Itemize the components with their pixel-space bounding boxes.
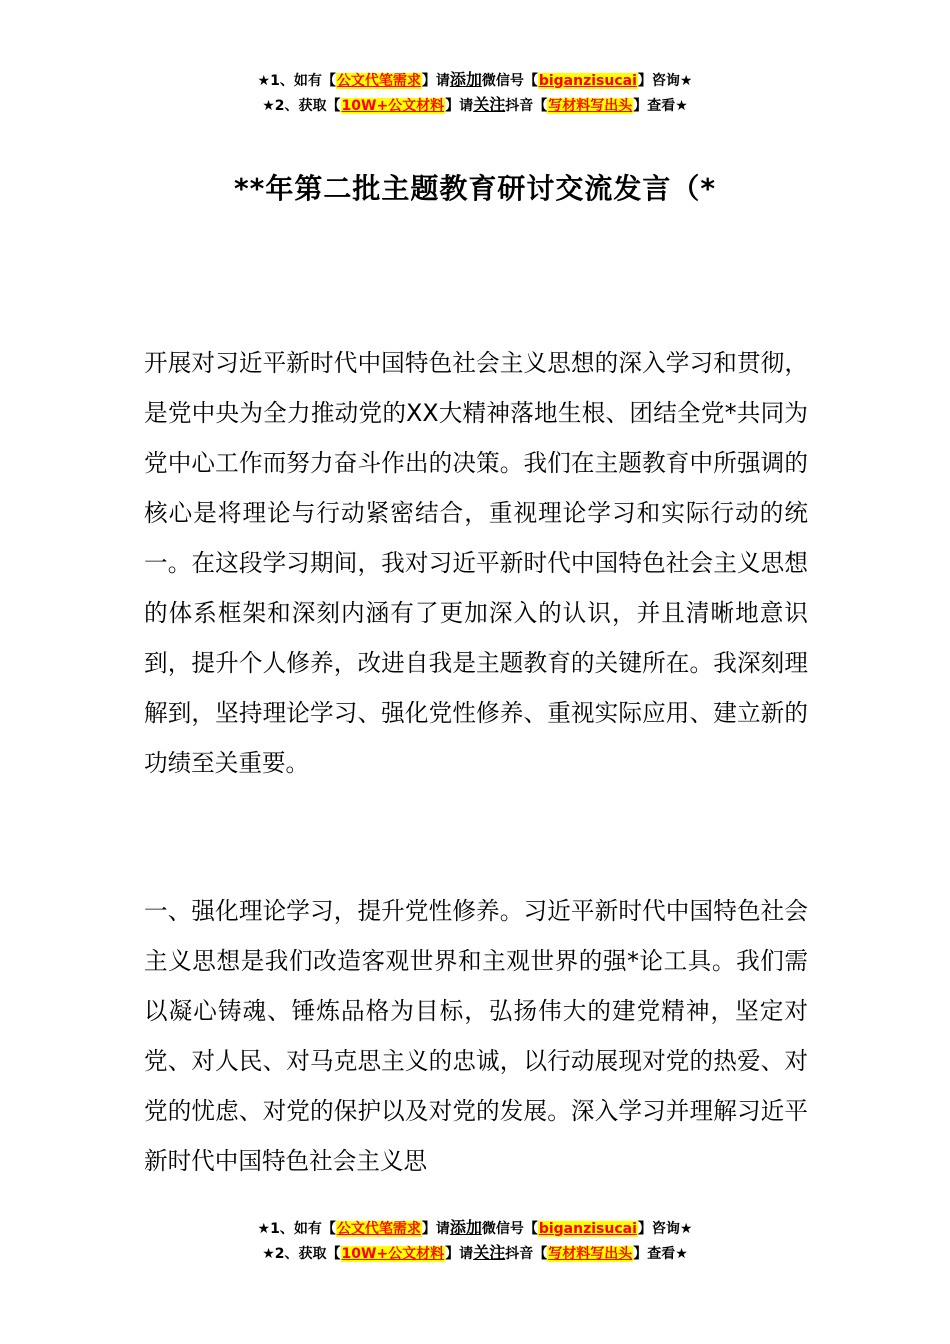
- star-icon: ★: [257, 73, 271, 89]
- promo-highlight: 10W+公文材料: [341, 98, 445, 114]
- document-title: **年第二批主题教育研讨交流发言（*: [234, 171, 716, 205]
- promo-emphasis: 添加: [449, 1218, 482, 1237]
- star-icon: ★: [257, 1221, 271, 1237]
- promo-text: 】请: [445, 98, 474, 114]
- promo-text: 2、获取【: [274, 98, 341, 114]
- star-icon: ★: [675, 98, 688, 114]
- promo-text: 】咨询: [637, 73, 680, 89]
- promo-text: 】咨询: [637, 1221, 680, 1237]
- promo-text: 】查看: [633, 1246, 676, 1262]
- promo-text: 】请: [421, 1221, 450, 1237]
- star-icon: ★: [675, 1246, 688, 1262]
- promo-text: 】请: [445, 1246, 474, 1262]
- promo-highlight: 10W+公文材料: [341, 1246, 445, 1262]
- star-icon: ★: [679, 73, 693, 89]
- star-icon: ★: [262, 98, 275, 114]
- promo-text: 抖音【: [505, 98, 548, 114]
- promo-highlight: 公文代笔需求: [336, 73, 421, 89]
- promo-highlight: biganzisucai: [538, 1221, 637, 1237]
- promo-text: 抖音【: [505, 1246, 548, 1262]
- promo-emphasis: 关注: [473, 95, 506, 114]
- promo-highlight: 写材料写出头: [548, 1246, 633, 1262]
- star-icon: ★: [679, 1221, 693, 1237]
- promo-text: 微信号【: [481, 1221, 538, 1237]
- promo-text: 1、如有【: [270, 73, 336, 89]
- promo-text: 2、获取【: [274, 1246, 341, 1262]
- promo-highlight: biganzisucai: [538, 73, 637, 89]
- promo-text: 微信号【: [481, 73, 538, 89]
- star-icon: ★: [262, 1246, 275, 1262]
- body-paragraph-section-1: 一、强化理论学习，提升党性修养。习近平新时代中国特色社会主义思想是我们改造客观世界和主观世界的强*论工具。我们需以凝心铸魂、锤炼品格为目标，弘扬伟大的建党精神，坚定对党、对人民、对马克思主义的忠诚，以行动展现对党的热爱、对党的忧虑、对党的保护以及对党的发展。深入学习并理解习近平新时代中国特色社会主义思: [144, 897, 808, 1175]
- promo-line-2: [0, 1241, 950, 1266]
- promo-footer: [0, 1216, 950, 1266]
- promo-line-1: [0, 68, 950, 93]
- promo-header: [0, 68, 950, 118]
- promo-text: 】请: [421, 73, 450, 89]
- promo-highlight: 公文代笔需求: [336, 1221, 421, 1237]
- promo-line-2: [0, 93, 950, 118]
- promo-line-1: [0, 1216, 950, 1241]
- promo-highlight: 写材料写出头: [548, 98, 633, 114]
- promo-emphasis: 添加: [449, 70, 482, 89]
- promo-emphasis: 关注: [473, 1243, 506, 1262]
- body-paragraph-intro: 开展对习近平新时代中国特色社会主义思想的深入学习和贯彻，是党中央为全力推动党的XX大精神落地生根、团结全党*共同为党中心工作而努力奋斗作出的决策。我们在主题教育中所强调的核心是将理论与行动紧密结合，重视理论学习和实际行动的统一。在这段学习期间，我对习近平新时代中国特色社会主义思想的体系框架和深刻内涵有了更加深入的认识，并且清晰地意识到，提升个人修养，改进自我是主题教育的关键所在。我深刻理解到，坚持理论学习、强化党性修养、重视实际应用、建立新的功绩至关重要。: [144, 349, 808, 777]
- promo-text: 】查看: [633, 98, 676, 114]
- promo-text: 1、如有【: [270, 1221, 336, 1237]
